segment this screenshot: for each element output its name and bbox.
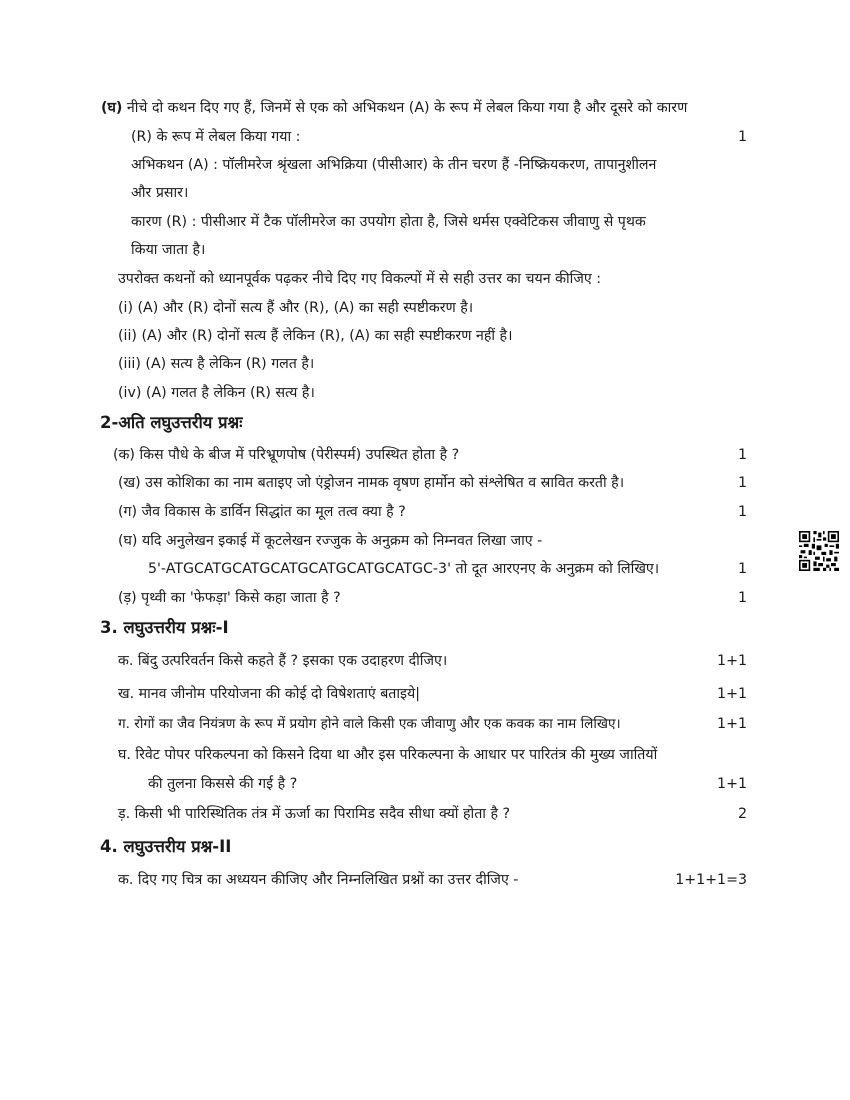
marks: 1	[737, 504, 747, 520]
section-2-item: (ड़) पृथ्वी का 'फेफड़ा' किसे कहा जाता है ?	[118, 590, 341, 606]
marks: 1+1	[717, 686, 747, 702]
section-2-item-continuation: 5'-ATGCATGCATGCATGCATGCATGCATGC-3' तो दूत आरएनए के अनुक्रम को लिखिए।	[148, 561, 660, 577]
section-2-heading: 2-अति लघुउत्तरीय प्रश्नः	[100, 413, 243, 432]
marks: 1+1+1=3	[675, 872, 747, 888]
marks: 1	[737, 590, 747, 606]
marks: 1	[737, 475, 747, 491]
reason-line-1: कारण (R) : पीसीआर में टैक पॉलीमरेज का उपयोग होता है, जिसे थर्मस एक्वेटिकस जीवाणु से पृथक	[131, 214, 646, 230]
option-iii: (iii) (A) सत्य है लेकिन (R) गलत है।	[118, 356, 315, 372]
marks: 2	[737, 806, 747, 822]
qr-code-icon	[799, 531, 839, 571]
section-3-item: ड़. किसी भी पारिस्थितिक तंत्र में ऊर्जा का पिरामिड सदैव सीधा क्यों होता है ?	[118, 806, 511, 822]
question-text: नीचे दो कथन दिए गए हैं, जिनमें से एक को अभिकथन (A) के रूप में लेबल किया गया है और दूसरे को कारण	[126, 100, 688, 116]
section-4-item: क. दिए गए चित्र का अध्ययन कीजिए और निम्नलिखित प्रश्नों का उत्तर दीजिए -	[118, 872, 519, 888]
assertion-line-2: और प्रसार।	[131, 185, 189, 201]
option-i: (i) (A) और (R) दोनों सत्य हैं और (R), (A) का सही स्पष्टीकरण है।	[118, 300, 474, 316]
section-2-item: (ख) उस कोशिका का नाम बताइए जो एंड्रोजन नामक वृषण हार्मोन को संश्लेषित व स्रावित करती है।	[118, 475, 625, 491]
section-3-heading: 3. लघुउत्तरीय प्रश्नः-I	[100, 618, 229, 637]
section-2-item: (क) किस पौधे के बीज में परिभ्रूणपोष (पेरीस्पर्म) उपस्थित होता है ?	[113, 447, 460, 463]
question-label: (घ)	[101, 100, 123, 116]
marks: 1+1	[717, 653, 747, 669]
reason-line-2: किया जाता है।	[131, 242, 206, 258]
marks: 1	[737, 129, 747, 145]
option-ii: (ii) (A) और (R) दोनों सत्य हैं लेकिन (R), (A) का सही स्पष्टीकरण नहीं है।	[118, 328, 513, 344]
section-3-item-continuation: की तुलना किससे की गई है ?	[148, 776, 298, 792]
section-3-item: क. बिंदु उत्परिवर्तन किसे कहते हैं ? इसका एक उदाहरण दीजिए।	[118, 653, 448, 669]
section-4-heading: 4. लघुउत्तरीय प्रश्न-II	[100, 837, 232, 856]
marks: 1	[737, 447, 747, 463]
marks: 1+1	[717, 716, 747, 732]
section-3-item: घ. रिवेट पोपर परिकल्पना को किसने दिया था और इस परिकल्पना के आधार पर पारितंत्र की मुख्य जातियों	[118, 747, 658, 763]
assertion-line-1: अभिकथन (A) : पॉलीमरेज श्रृंखला अभिक्रिया (पीसीआर) के तीन चरण हैं -निष्क्रियकरण, तापानुशीलन	[131, 157, 657, 173]
option-iv: (iv) (A) गलत है लेकिन (R) सत्य है।	[118, 385, 315, 401]
marks: 1	[737, 561, 747, 577]
section-2-item: (ग) जैव विकास के डार्विन सिद्धांत का मूल तत्व क्या है ?	[118, 504, 406, 520]
question-1-gha-line-2: (R) के रूप में लेबल किया गया :	[131, 129, 301, 145]
section-3-item: ग. रोगों का जैव नियंत्रण के रूप में प्रयोग होने वाले किसी एक जीवाणु और एक कवक का नाम लिखिए।	[118, 716, 621, 732]
question-1-gha-line-1	[101, 98, 687, 118]
section-2-item: (घ) यदि अनुलेखन इकाई में कूटलेखन रज्जुक के अनुक्रम को निम्नवत लिखा जाए -	[118, 533, 543, 549]
instruction-text: उपरोक्त कथनों को ध्यानपूर्वक पढ़कर नीचे दिए गए विकल्पों में से सही उत्तर का चयन कीजिए :	[118, 271, 601, 287]
marks: 1+1	[717, 776, 747, 792]
section-3-item: ख. मानव जीनोम परियोजना की कोई दो विषेशताएं बताइये|	[118, 686, 421, 702]
